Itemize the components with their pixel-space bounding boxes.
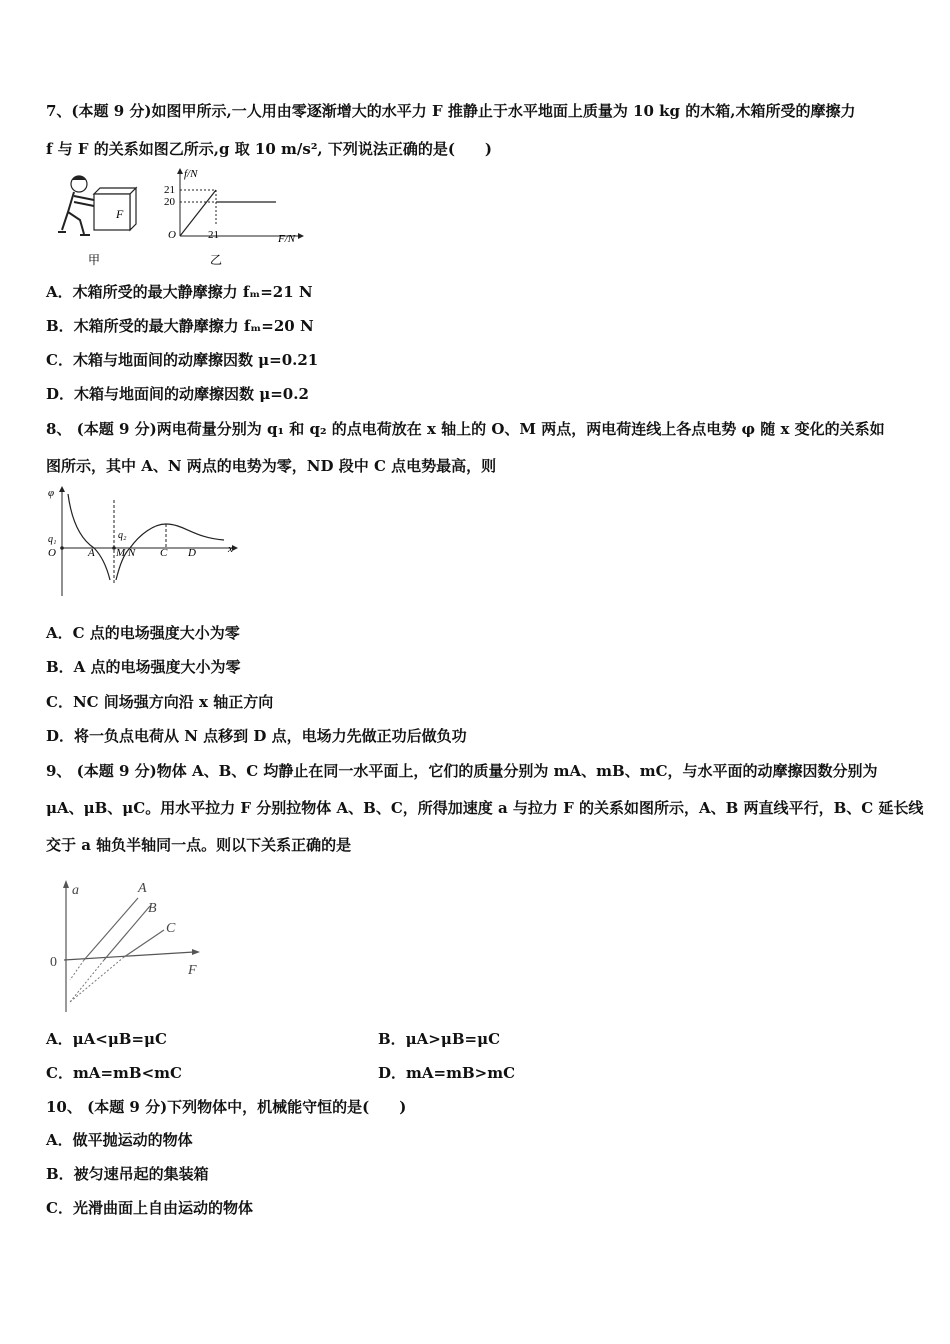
q9-origin-label: 0 <box>50 955 57 970</box>
q9-f-axis-label: F <box>188 963 197 978</box>
q7-figure-yi-graph <box>160 166 310 272</box>
q8-stem-line1: 8、 (本题 9 分)两电荷量分别为 q₁ 和 q₂ 的点电荷放在 x 轴上的 O、M 两点，两电荷连线上各点电势 φ 随 x 变化的关系如 <box>46 420 885 438</box>
q7-jia-label: 甲 <box>88 253 101 267</box>
q7-yi-label: 乙 <box>210 253 223 267</box>
q10-option-a: A．做平抛运动的物体 <box>46 1131 193 1149</box>
q9-line-b-label: B <box>148 901 157 916</box>
q7-box-label: F <box>116 207 124 221</box>
q8-option-a: A．C 点的电场强度大小为零 <box>46 624 240 642</box>
q9-option-d: D．mA=mB>mC <box>378 1064 516 1082</box>
q8-d-label: D <box>188 547 196 559</box>
q7-origin: O <box>168 229 176 241</box>
q8-c-label: C <box>160 547 168 559</box>
q10-stem-line1: 10、 (本题 9 分)下列物体中，机械能守恒的是( ) <box>46 1098 407 1116</box>
q7-stem-line2: f 与 F 的关系如图乙所示,g 取 10 m/s², 下列说法正确的是( ) <box>46 140 493 158</box>
q9-a-axis-label: a <box>72 883 79 898</box>
q8-q2-label: q₂ <box>118 530 127 541</box>
q7-option-c: C．木箱与地面间的动摩擦因数 μ=0.21 <box>46 351 319 369</box>
q9-line-a-label: A <box>138 881 147 896</box>
q9-line-c-label: C <box>166 921 176 936</box>
q8-option-d: D．将一负点电荷从 N 点移到 D 点，电场力先做正功后做负功 <box>46 727 467 745</box>
q7-y-axis-label: f/N <box>184 168 198 180</box>
q9-stem-line1: 9、 (本题 9 分)物体 A、B、C 均静止在同一水平面上，它们的质量分别为 mA、mB、mC，与水平面的动摩擦因数分别为 <box>46 762 878 780</box>
q8-phi-label: φ <box>48 487 55 499</box>
q9-option-c: C．mA=mB<mC <box>46 1064 182 1082</box>
q7-option-a: A．木箱所受的最大静摩擦力 fₘ=21 N <box>46 283 313 301</box>
q7-x-axis-label: F/N <box>278 233 296 245</box>
q8-q1-label: q₁ <box>48 534 57 545</box>
q8-stem-line2: 图所示，其中 A、N 两点的电势为零，ND 段中 C 点电势最高，则 <box>46 457 497 475</box>
q7-tick-20: 20 <box>164 196 175 208</box>
q7-figure-jia <box>44 172 144 272</box>
q8-potential-graph <box>44 484 244 600</box>
q7-tick-21: 21 <box>164 184 175 196</box>
q8-option-c: C．NC 间场强方向沿 x 轴正方向 <box>46 693 274 711</box>
q9-option-b: B．μA>μB=μC <box>378 1030 501 1048</box>
q8-option-b: B．A 点的电场强度大小为零 <box>46 658 241 676</box>
q10-option-b: B．被匀速吊起的集装箱 <box>46 1165 209 1183</box>
q10-option-c: C．光滑曲面上自由运动的物体 <box>46 1199 253 1217</box>
q9-option-a: A．μA<μB=μC <box>46 1030 167 1048</box>
q9-stem-line2: μA、μB、μC。用水平拉力 F 分别拉物体 A、B、C，所得加速度 a 与拉力 F 的关系如图所示，A、B 两直线平行，B、C 延长线 <box>46 799 924 817</box>
q8-a-label: A <box>88 547 95 559</box>
q9-acceleration-graph <box>44 872 214 1018</box>
q8-mn-label: M N <box>116 547 136 559</box>
q7-option-d: D．木箱与地面间的动摩擦因数 μ=0.2 <box>46 385 309 403</box>
q9-stem-line3: 交于 a 轴负半轴同一点。则以下关系正确的是 <box>46 836 352 854</box>
q8-x-label: x <box>228 543 233 555</box>
q7-option-b: B．木箱所受的最大静摩擦力 fₘ=20 N <box>46 317 314 335</box>
q7-x-tick-21: 21 <box>208 229 219 241</box>
q8-origin-label: O <box>48 547 56 559</box>
q7-stem-line1: 7、(本题 9 分)如图甲所示,一人用由零逐渐增大的水平力 F 推静止于水平地面上质量为 10 kg 的木箱,木箱所受的摩擦力 <box>46 102 856 120</box>
